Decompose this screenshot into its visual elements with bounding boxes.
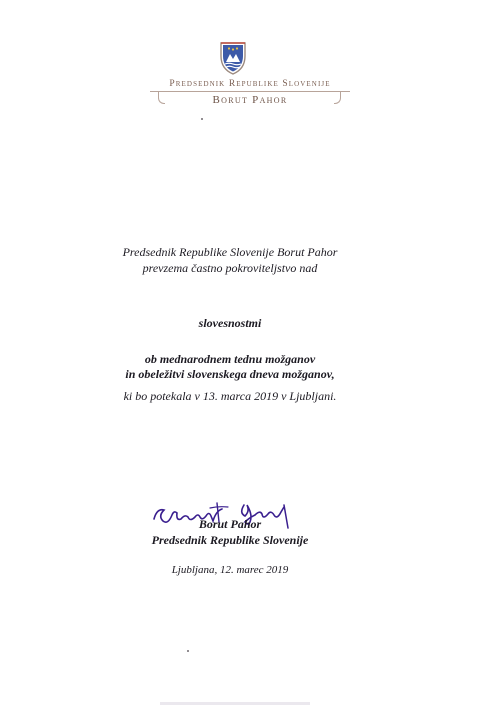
scan-speck (187, 650, 189, 652)
intro-line: Predsednik Republike Slovenije Borut Pahor (122, 245, 338, 259)
letterhead-president: Borut Pahor (212, 94, 288, 106)
intro-text (0, 244, 460, 276)
event-headline: slovesnostmi (198, 316, 262, 330)
signer-title: Predsednik Republike Slovenije (151, 533, 309, 547)
intro-line: prevzema častno pokroviteljstvo nad (142, 261, 318, 275)
occasion-text (0, 352, 460, 382)
event-date-line: ki bo potekala v 13. marca 2019 v Ljubljani. (123, 389, 337, 403)
scan-speck (201, 118, 203, 120)
footer-watermark (160, 702, 310, 705)
occasion-line: in obeležitvi slovenskega dneva možganov, (125, 367, 335, 381)
occasion-line: ob mednarodnem tednu možganov (144, 352, 316, 366)
place-and-date: Ljubljana, 12. marec 2019 (171, 564, 289, 576)
letterhead-office: Predsednik Republike Slovenije (169, 79, 331, 89)
letterhead-rule (150, 91, 350, 92)
signer-name: Borut Pahor (198, 517, 262, 531)
coat-of-arms-icon (218, 40, 248, 76)
